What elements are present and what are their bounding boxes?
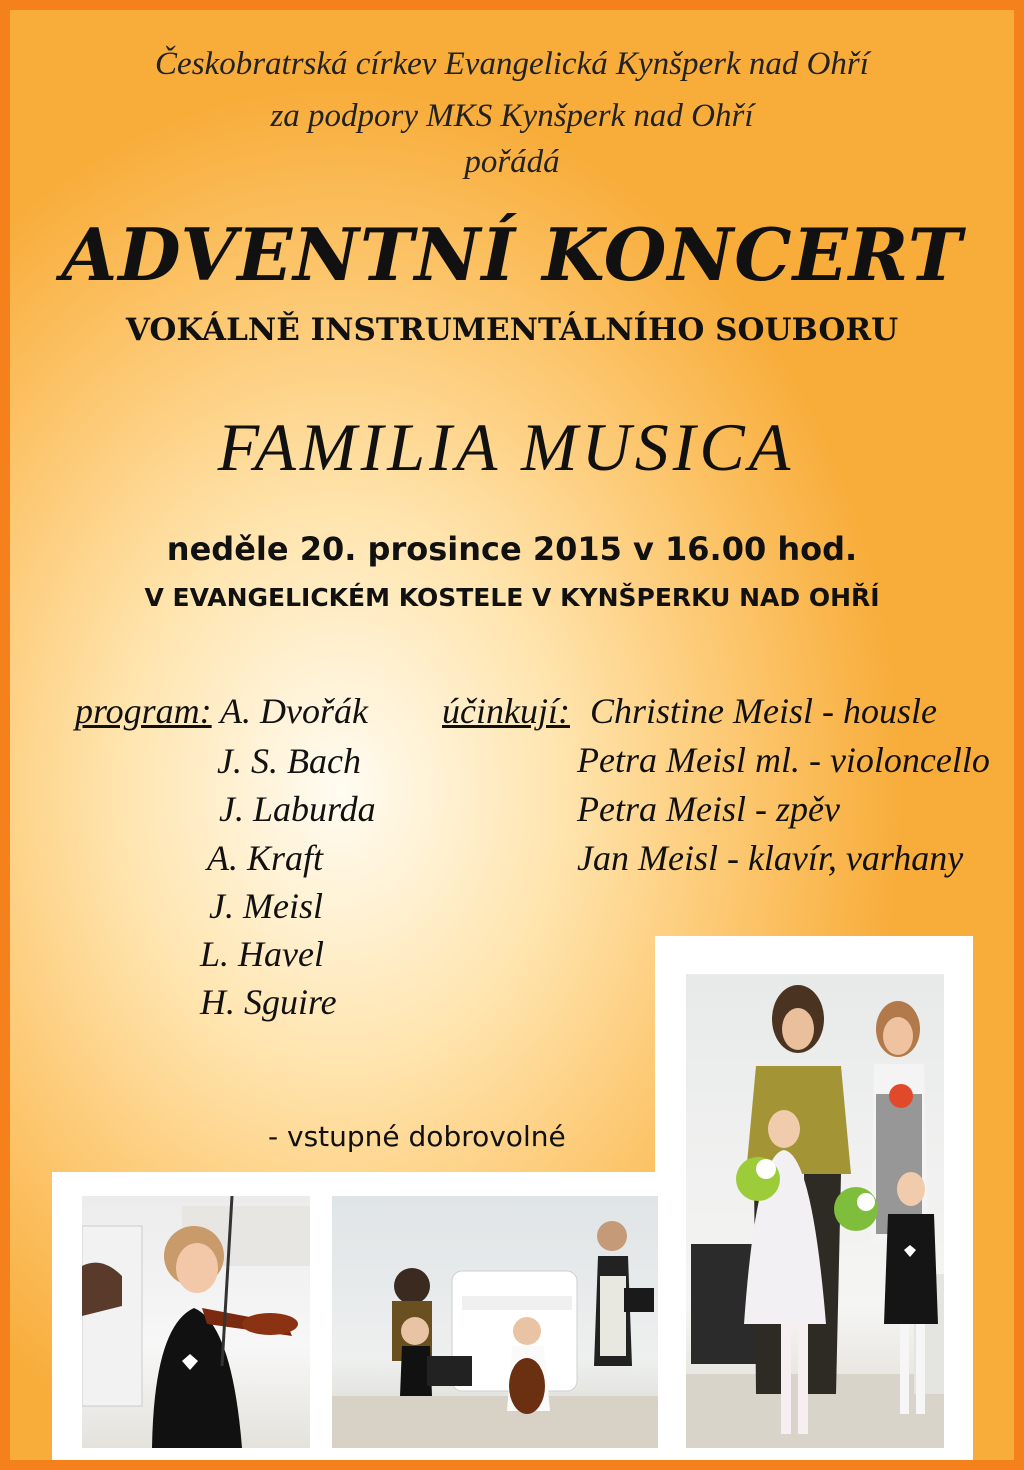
ensemble-illustration	[332, 1196, 658, 1448]
composer-item: J. Meisl	[209, 886, 323, 926]
composer-item: H. Sguire	[200, 982, 337, 1022]
family-illustration	[686, 974, 944, 1448]
performer-item: Christine Meisl - housle	[590, 691, 937, 731]
performer-item: Petra Meisl ml. - violoncello	[577, 740, 990, 780]
composer-item: A. Dvořák	[220, 691, 368, 731]
performers-label: účinkují:	[442, 691, 570, 731]
performer-item: Jan Meisl - klavír, varhany	[577, 838, 964, 878]
composer-item: A. Kraft	[207, 838, 324, 878]
organizer-line-3: pořádá	[464, 144, 560, 180]
admission-note: - vstupné dobrovolné	[268, 1120, 566, 1153]
photo-violinist	[82, 1196, 310, 1448]
event-venue: V EVANGELICKÉM KOSTELE V KYNŠPERKU NAD OHŘÍ	[144, 583, 880, 612]
organizer-line-1: Českobratrská církev Evangelická Kynšperk nad Ohří	[155, 46, 869, 82]
event-title: ADVENTNÍ KONCERT	[61, 212, 963, 297]
photo-family	[686, 974, 944, 1448]
photo-ensemble	[332, 1196, 658, 1448]
composer-item: L. Havel	[200, 934, 324, 974]
organizer-line-2: za podpory MKS Kynšperk nad Ohří	[270, 98, 754, 134]
program-label: program:	[75, 691, 212, 731]
composer-item: J. Laburda	[219, 789, 376, 829]
event-subtitle: VOKÁLNĚ INSTRUMENTÁLNÍHO SOUBORU	[125, 312, 899, 348]
performer-item: Petra Meisl - zpěv	[577, 789, 840, 829]
composer-item: J. S. Bach	[217, 741, 361, 781]
violinist-illustration	[82, 1196, 310, 1448]
event-date: neděle 20. prosince 2015 v 16.00 hod.	[166, 530, 858, 568]
ensemble-name: FAMILIA MUSICA	[217, 409, 795, 485]
